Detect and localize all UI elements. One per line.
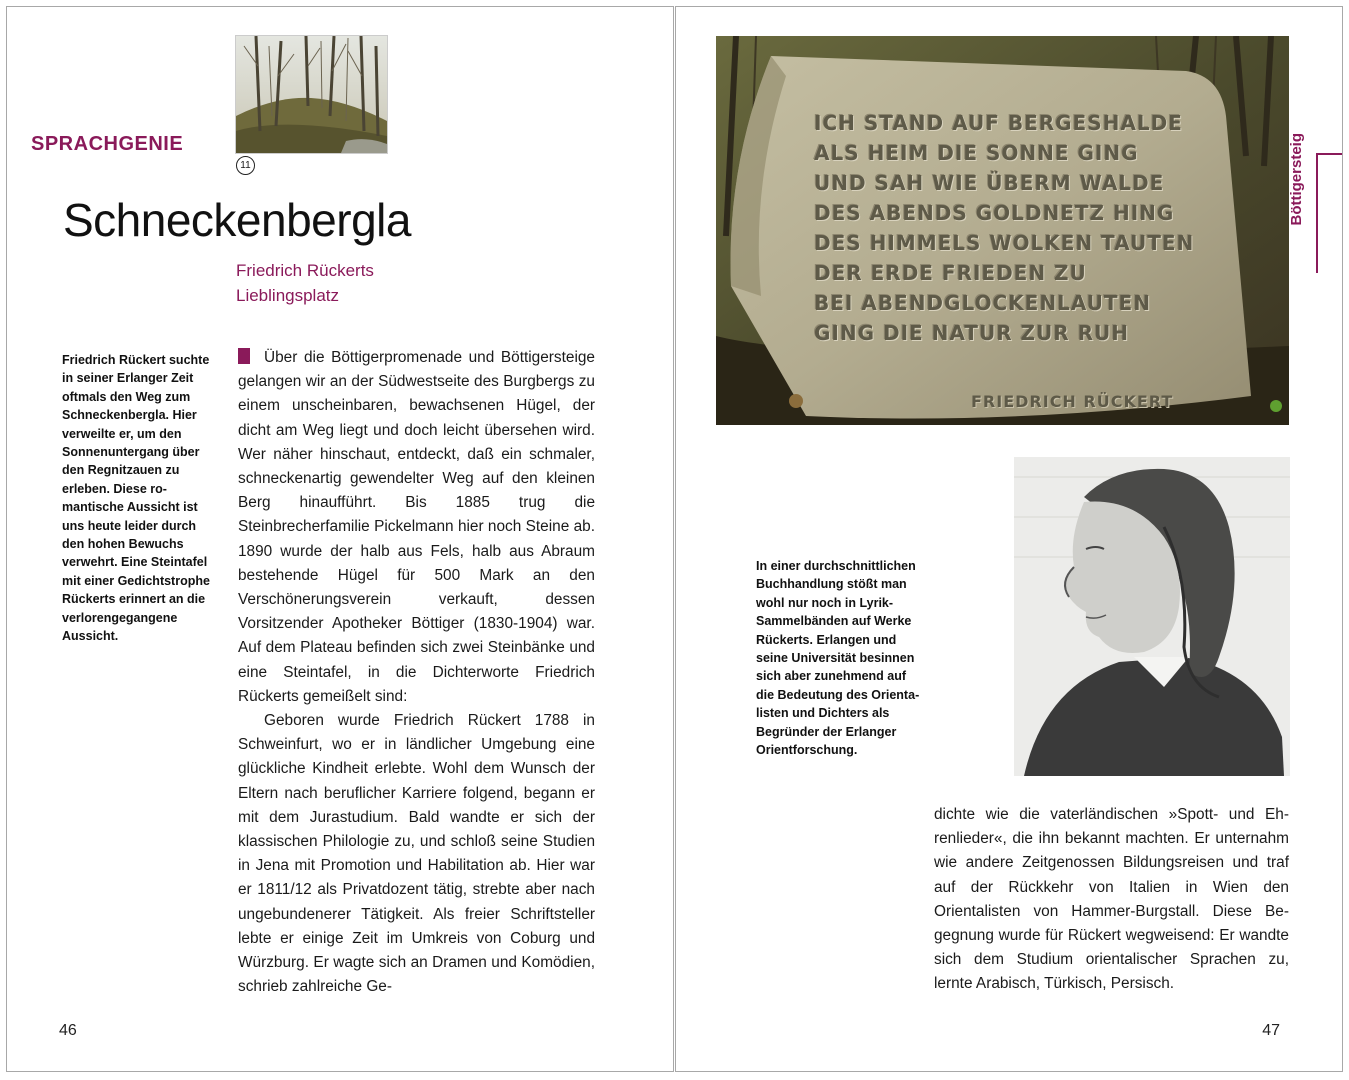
chapter-tab-label: Böttigersteig [1288, 133, 1305, 226]
portrait-caption: In einer durchschnittlichen Buchhandlung stößt man wohl nur noch in Lyrik-Sammelbänden auf Werke Rückerts. Erlangen und seine Universität besinnen sich aber zunehmend auf die Bedeutung des Orientalisten und Dichters als Begründer der Erlanger Orientforschung. [756, 559, 920, 758]
chapter-tab-rule-vertical [1316, 153, 1318, 273]
inscription-line: DER ERDE FRIEDEN ZU [814, 261, 1087, 285]
inscription-line: DES HIMMELS WOLKEN TAUTEN [814, 231, 1195, 255]
stone-inscription [814, 108, 1234, 348]
sidebar-note: Friedrich Rückert suchte in seiner Erlanger Zeit oftmals den Weg zum Schneckenbergla. Hier verweilte er, um den Sonnenuntergang über den Regnitzauen zu erleben. Diese romantische Aussicht ist uns heute leider durch den hohen Bewuchs verwehrt. Eine Steintafel mit einer Gedichtstrophe Rückerts erinnert an die verlorengegangene Aussicht. [62, 353, 210, 644]
rueckert-portrait [1014, 457, 1290, 776]
paragraph-continued: dichte wie die vaterländischen »Spott- und Ehrenlieder«, die ihn bekannt machten. Er unternahm wie andere Zeitgenossen Bildungsreisen und traf auf der Rückkehr von Italien in Wien den Orientalisten von Hammer-Burgstall. Diese Begegnung wurde für Rückert wegweisend: Er wandte sich dem Studium orientalischer Sprachen zu, lernte Arabisch, Türkisch, Persisch. [934, 806, 1289, 993]
forest-hill-photo [235, 35, 388, 154]
paragraph-2: Geboren wurde Friedrich Rückert 1788 in Schweinfurt, wo er in ländlicher Umgebung eine glückliche Kindheit erlebte. Wohl dem Wunsch der Eltern nach beruflicher Karriere folgend, begann er mit dem Jurastudium. Bald wandte er sich der klassischen Philologie zu, und schloß seine Studien in Jena mit Promotion und Habilitation ab. Hier war er 1811/12 als Privatdozent tätig, strebte aber nach ungebundenerer Tätigkeit. Als freier Schriftsteller lebte er einige Zeit im Umkreis von Coburg und Würzburg. Er wagte sich an Dramen und Komödien, schrieb zahlreiche Ge- [238, 712, 595, 996]
stone-tablet-photo [716, 36, 1289, 425]
paragraph-1 [238, 346, 595, 709]
page-number-right: 47 [1262, 1022, 1280, 1039]
inscription-line: UND SAH WIE ÜBERM WALDE [814, 171, 1165, 195]
paragraph-square-icon [238, 348, 250, 364]
paragraph-1-text: Über die Böttigerpromenade und Böttigersteige gelangen wir an der Südwestseite des Burgbergs zu einem unscheinbaren, bewachsenen Hügel, der dicht am Weg liegt und doch leicht übersehen wird. Wer näher hinschaut, entdeckt, daß ein schmaler, schneckenartig gewendelter Weg auf den kleinen Berg hinaufführt. Bis 1885 trug die Steinbrecherfamilie Pickelmann hier noch Steine ab. 1890 wurde der halb aus Fels, halb aus Abraum bestehende Hügel für 500 Mark an den Verschönerungsverein verkauft, dessen Vorsitzender Apotheker Böttiger (1830-1904) war. Auf dem Plateau befinden sich zwei Steinbänke und eine Steintafel, in die Dichterworte Friedrich Rückerts gemeißelt sind: [238, 349, 595, 705]
left-page [6, 6, 674, 1072]
section-label: SPRACHGENIE [31, 133, 184, 155]
inscription-line: ICH STAND AUF BERGESHALDE [814, 111, 1183, 135]
inscription-line: ALS HEIM DIE SONNE GING [814, 141, 1139, 165]
inscription-line: GING DIE NATUR ZUR RUH [814, 321, 1130, 345]
right-page [675, 6, 1343, 1072]
subtitle: Friedrich Rückerts Lieblingsplatz [236, 261, 374, 305]
main-text [238, 346, 595, 999]
main-text-continued [934, 803, 1289, 997]
stone-signature: FRIEDRICH RÜCKERT [971, 392, 1174, 411]
forest-hill-photo-image [236, 36, 387, 153]
inscription-line: BEI ABENDGLOCKENLAUTEN [814, 291, 1151, 315]
chapter-tab-rule [1316, 153, 1342, 155]
rueckert-portrait-image [1014, 457, 1290, 776]
location-marker: 11 [236, 156, 255, 175]
inscription-line: DES ABENDS GOLDNETZ HING [814, 201, 1175, 225]
page-title: Schneckenbergla [63, 194, 411, 246]
page-number-left: 46 [59, 1022, 77, 1039]
